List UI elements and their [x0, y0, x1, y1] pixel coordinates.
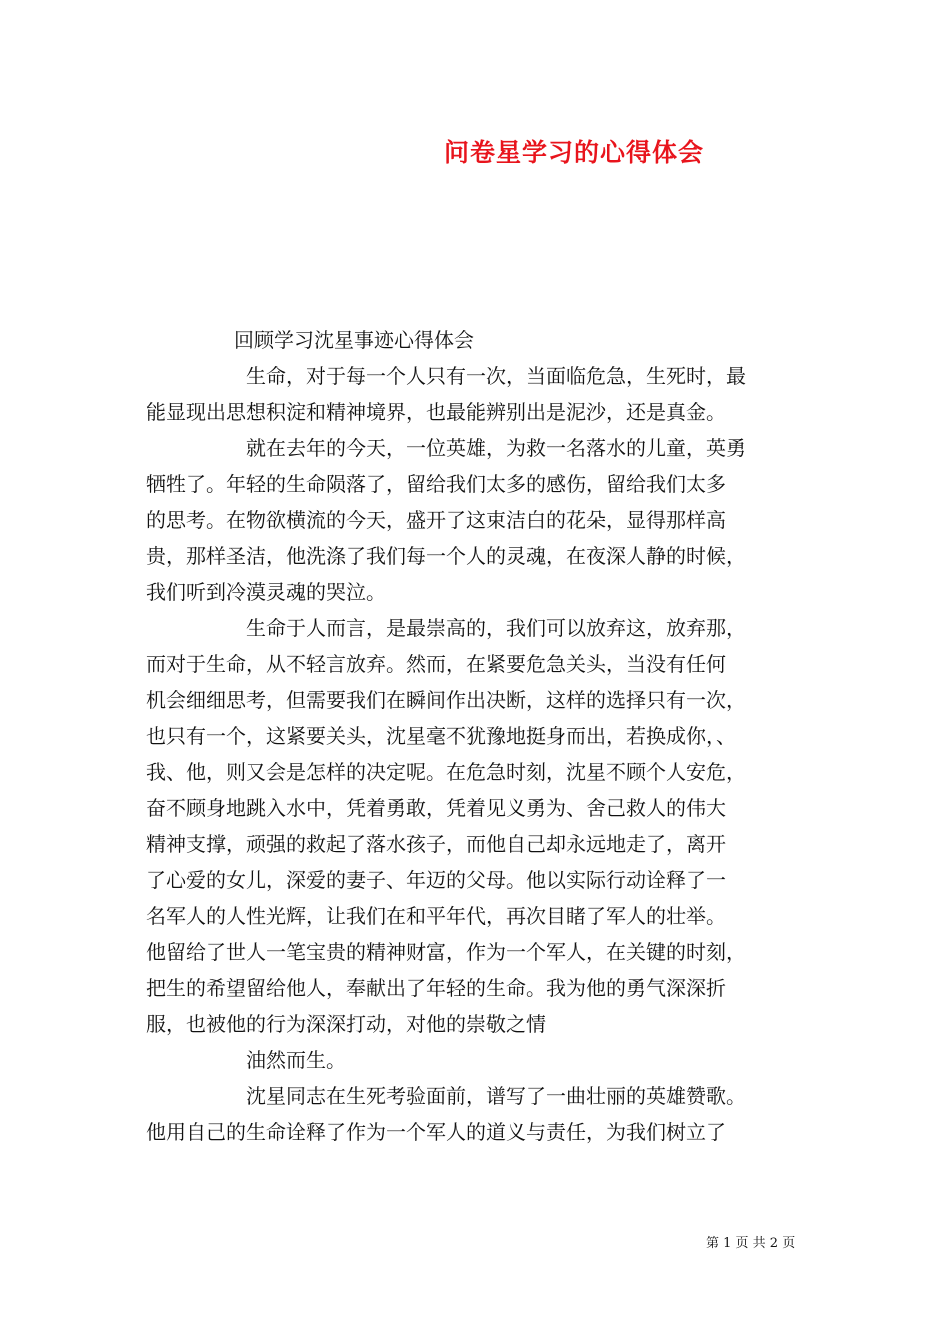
paragraph-line: 服，也被他的行为深深打动，对他的崇敬之情	[146, 1012, 546, 1036]
paragraph-line: 名军人的人性光辉，让我们在和平年代，再次目睹了军人的壮举。	[146, 904, 726, 928]
paragraph-line: 把生的希望留给他人，奉献出了年轻的生命。我为他的勇气深深折	[146, 976, 726, 1000]
paragraph-line: 奋不顾身地跳入水中，凭着勇敢，凭着见义勇为、舍己救人的伟大	[146, 796, 726, 820]
paragraph-line: 我们听到冷漠灵魂的哭泣。	[146, 580, 386, 604]
paragraph-line: 沈星同志在生死考验面前，谱写了一曲壮丽的英雄赞歌。	[246, 1084, 746, 1108]
paragraph-line: 我、他，则又会是怎样的决定呢。在危急时刻，沈星不顾个人安危，	[146, 760, 746, 784]
paragraph-line: 他用自己的生命诠释了作为一个军人的道义与责任，为我们树立了	[146, 1120, 726, 1144]
paragraph-line: 精神支撑，顽强的救起了落水孩子，而他自己却永远地走了，离开	[146, 832, 726, 856]
paragraph-line: 能显现出思想积淀和精神境界，也最能辨别出是泥沙，还是真金。	[146, 400, 726, 424]
paragraph-line: 生命，对于每一个人只有一次，当面临危急，生死时，最	[246, 364, 746, 388]
paragraph-line: 油然而生。	[246, 1048, 346, 1072]
paragraph-line: 也只有一个，这紧要关头，沈星毫不犹豫地挺身而出，若换成你，、	[146, 724, 736, 748]
subtitle: 回顾学习沈星事迹心得体会	[234, 328, 474, 352]
paragraph-line: 牺牲了。年轻的生命陨落了，留给我们太多的感伤，留给我们太多	[146, 472, 726, 496]
paragraph-line: 机会细细思考，但需要我们在瞬间作出决断，这样的选择只有一次，	[146, 688, 746, 712]
paragraph-line: 他留给了世人一笔宝贵的精神财富，作为一个军人，在关键的时刻，	[146, 940, 746, 964]
document-title: 问卷星学习的心得体会	[444, 138, 705, 167]
document-body	[146, 322, 806, 1150]
page-number-footer: 第 1 页 共 2 页	[706, 1236, 796, 1251]
paragraph-line: 生命于人而言，是最崇高的，我们可以放弃这，放弃那，	[246, 616, 746, 640]
paragraph-line: 了心爱的女儿，深爱的妻子、年迈的父母。他以实际行动诠释了一	[146, 868, 726, 892]
paragraph-line: 贵，那样圣洁，他洗涤了我们每一个人的灵魂，在夜深人静的时候，	[146, 544, 746, 568]
paragraph-line: 的思考。在物欲横流的今天，盛开了这束洁白的花朵，显得那样高	[146, 508, 726, 532]
paragraph-line: 就在去年的今天，一位英雄，为救一名落水的儿童，英勇	[246, 436, 746, 460]
paragraph-line: 而对于生命，从不轻言放弃。然而，在紧要危急关头，当没有任何	[146, 652, 726, 676]
